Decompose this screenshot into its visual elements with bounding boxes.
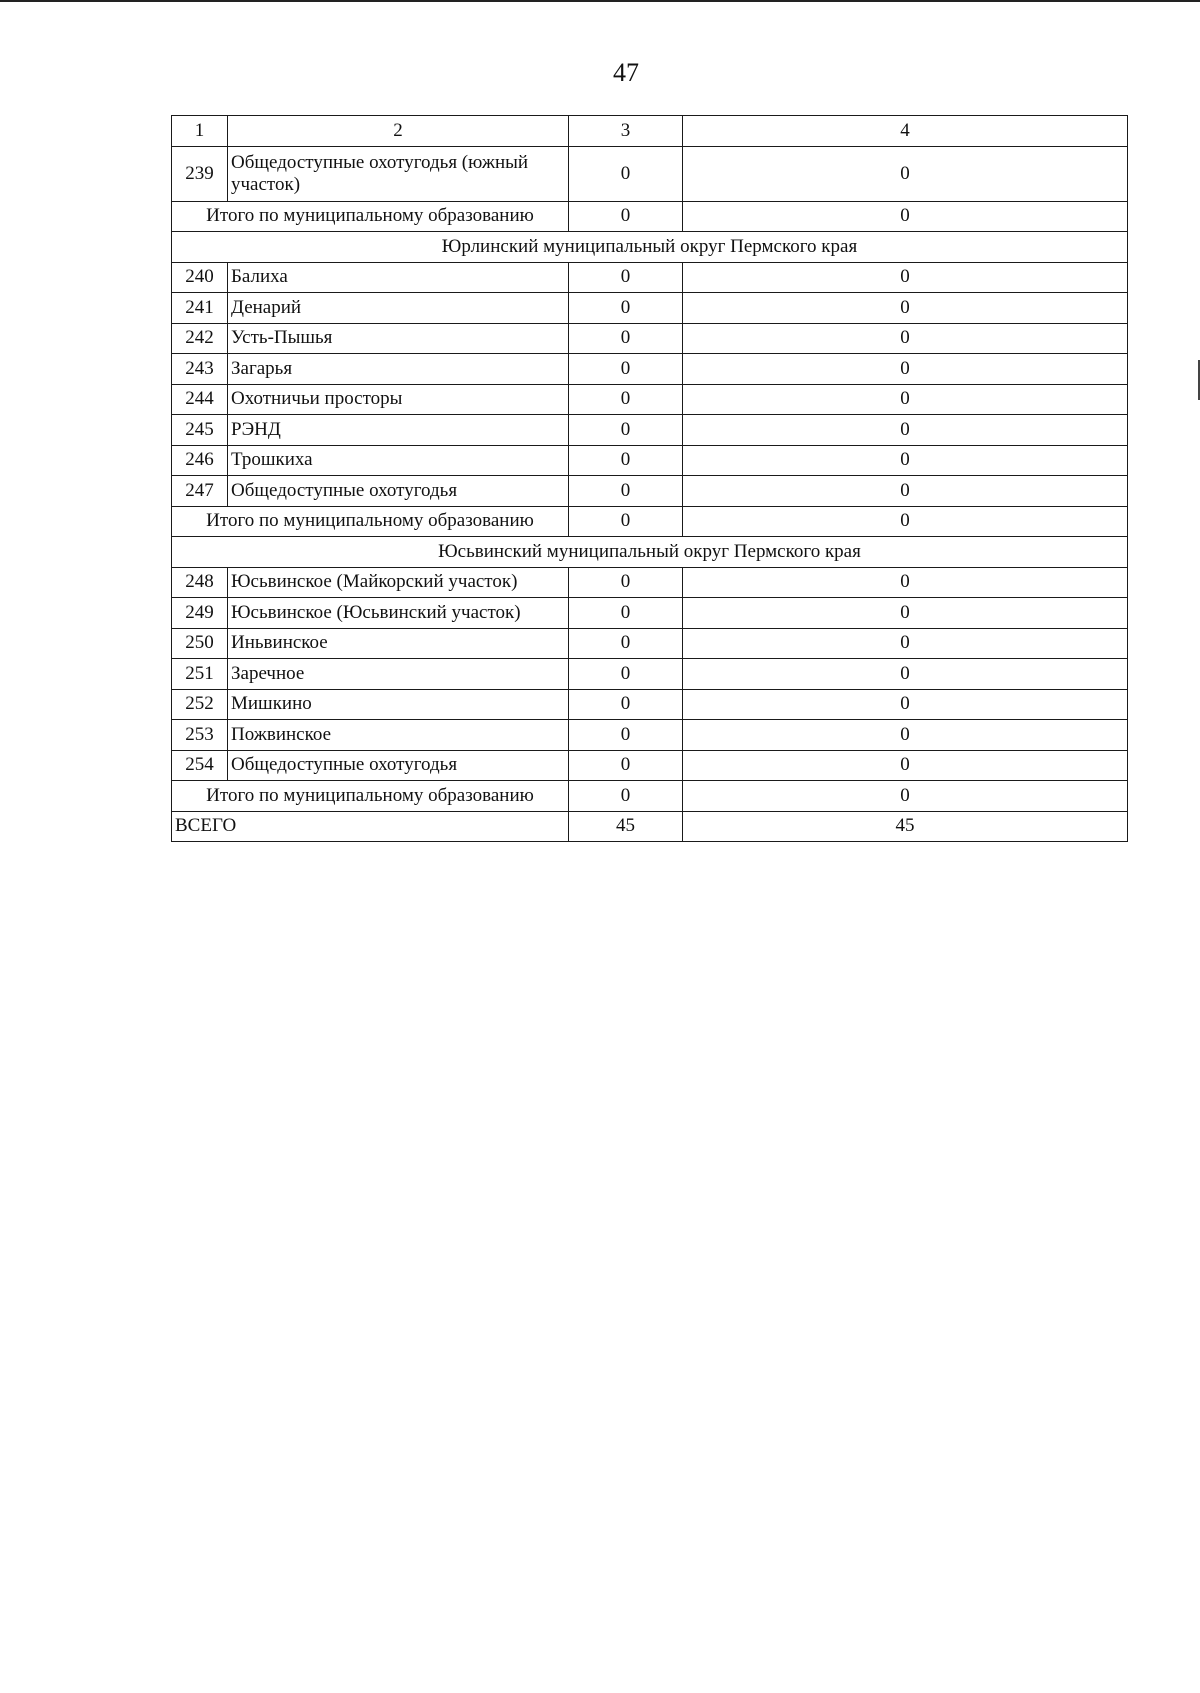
col3-value: 0: [569, 354, 683, 385]
table-row: [172, 293, 1128, 324]
row-number: 242: [172, 323, 228, 354]
col4-value: 0: [683, 567, 1128, 598]
row-number: 240: [172, 262, 228, 293]
ground-name: Мишкино: [228, 689, 569, 720]
ground-name: Трошкиха: [228, 445, 569, 476]
header-col-4: 4: [683, 116, 1128, 147]
col4-value: 0: [683, 445, 1128, 476]
col3-value: 0: [569, 750, 683, 781]
col3-value: 0: [569, 689, 683, 720]
ground-name: Юсьвинское (Юсьвинский участок): [228, 598, 569, 629]
table-row: [172, 628, 1128, 659]
ground-name: Пожвинское: [228, 720, 569, 751]
subtotal-label: Итого по муниципальному образованию: [172, 506, 569, 537]
table-row: [172, 598, 1128, 629]
col4-value: 0: [683, 262, 1128, 293]
col4-value: 0: [683, 146, 1128, 201]
col3-value: 0: [569, 415, 683, 446]
ground-name: Общедоступные охотугодья (южный участок): [228, 146, 569, 201]
table-row: [172, 384, 1128, 415]
col3-value: 0: [569, 720, 683, 751]
row-number: 246: [172, 445, 228, 476]
section-title: Юрлинский муниципальный округ Пермского края: [172, 232, 1128, 263]
table-row: [172, 415, 1128, 446]
ground-name: Общедоступные охотугодья: [228, 750, 569, 781]
col4-value: 0: [683, 354, 1128, 385]
ground-name: Охотничьи просторы: [228, 384, 569, 415]
subtotal-label: Итого по муниципальному образованию: [172, 781, 569, 812]
row-number: 239: [172, 146, 228, 201]
grand-total-col3: 45: [569, 811, 683, 842]
ground-name: Общедоступные охотугодья: [228, 476, 569, 507]
scan-top-border: [0, 0, 1200, 2]
col3-value: 0: [569, 323, 683, 354]
ground-name: Юсьвинское (Майкорский участок): [228, 567, 569, 598]
row-number: 251: [172, 659, 228, 690]
col4-value: 0: [683, 293, 1128, 324]
ground-name: Загарья: [228, 354, 569, 385]
hunting-grounds-table: [171, 115, 1128, 842]
row-number: 247: [172, 476, 228, 507]
col4-value: 0: [683, 659, 1128, 690]
page-number: 47: [613, 58, 639, 87]
table-row: [172, 445, 1128, 476]
col3-value: 0: [569, 146, 683, 201]
col4-value: 0: [683, 750, 1128, 781]
subtotal-col3: 0: [569, 201, 683, 232]
header-col-2: 2: [228, 116, 569, 147]
row-number: 245: [172, 415, 228, 446]
subtotal-col4: 0: [683, 506, 1128, 537]
subtotal-label: Итого по муниципальному образованию: [172, 201, 569, 232]
row-number: 254: [172, 750, 228, 781]
ground-name: Балиха: [228, 262, 569, 293]
ground-name: РЭНД: [228, 415, 569, 446]
col3-value: 0: [569, 598, 683, 629]
col4-value: 0: [683, 415, 1128, 446]
table-row: [172, 689, 1128, 720]
subtotal-row: [172, 506, 1128, 537]
col3-value: 0: [569, 476, 683, 507]
row-number: 243: [172, 354, 228, 385]
row-number: 241: [172, 293, 228, 324]
col3-value: 0: [569, 262, 683, 293]
ground-name: Денарий: [228, 293, 569, 324]
subtotal-row: [172, 781, 1128, 812]
subtotal-col3: 0: [569, 781, 683, 812]
col3-value: 0: [569, 445, 683, 476]
row-number: 248: [172, 567, 228, 598]
table-row: [172, 262, 1128, 293]
header-col-3: 3: [569, 116, 683, 147]
table-row: [172, 476, 1128, 507]
section-header-row: [172, 537, 1128, 568]
table-row: [172, 146, 1128, 201]
col4-value: 0: [683, 476, 1128, 507]
subtotal-row: [172, 201, 1128, 232]
subtotal-col4: 0: [683, 201, 1128, 232]
col4-value: 0: [683, 689, 1128, 720]
col3-value: 0: [569, 628, 683, 659]
table-row: [172, 567, 1128, 598]
ground-name: Заречное: [228, 659, 569, 690]
table-header-row: [172, 116, 1128, 147]
table-row: [172, 659, 1128, 690]
row-number: 250: [172, 628, 228, 659]
col4-value: 0: [683, 720, 1128, 751]
col3-value: 0: [569, 567, 683, 598]
header-col-1: 1: [172, 116, 228, 147]
col3-value: 0: [569, 659, 683, 690]
col4-value: 0: [683, 323, 1128, 354]
row-number: 249: [172, 598, 228, 629]
col3-value: 0: [569, 384, 683, 415]
subtotal-col4: 0: [683, 781, 1128, 812]
table-body: [172, 116, 1128, 842]
col4-value: 0: [683, 628, 1128, 659]
table-row: [172, 750, 1128, 781]
row-number: 252: [172, 689, 228, 720]
table-row: [172, 323, 1128, 354]
ground-name: Усть-Пышья: [228, 323, 569, 354]
section-header-row: [172, 232, 1128, 263]
grand-total-label: ВСЕГО: [172, 811, 569, 842]
table-row: [172, 354, 1128, 385]
table-row: [172, 720, 1128, 751]
subtotal-col3: 0: [569, 506, 683, 537]
col3-value: 0: [569, 293, 683, 324]
col4-value: 0: [683, 598, 1128, 629]
grand-total-col4: 45: [683, 811, 1128, 842]
grand-total-row: [172, 811, 1128, 842]
col4-value: 0: [683, 384, 1128, 415]
section-title: Юсьвинский муниципальный округ Пермского края: [172, 537, 1128, 568]
ground-name: Иньвинское: [228, 628, 569, 659]
row-number: 244: [172, 384, 228, 415]
row-number: 253: [172, 720, 228, 751]
